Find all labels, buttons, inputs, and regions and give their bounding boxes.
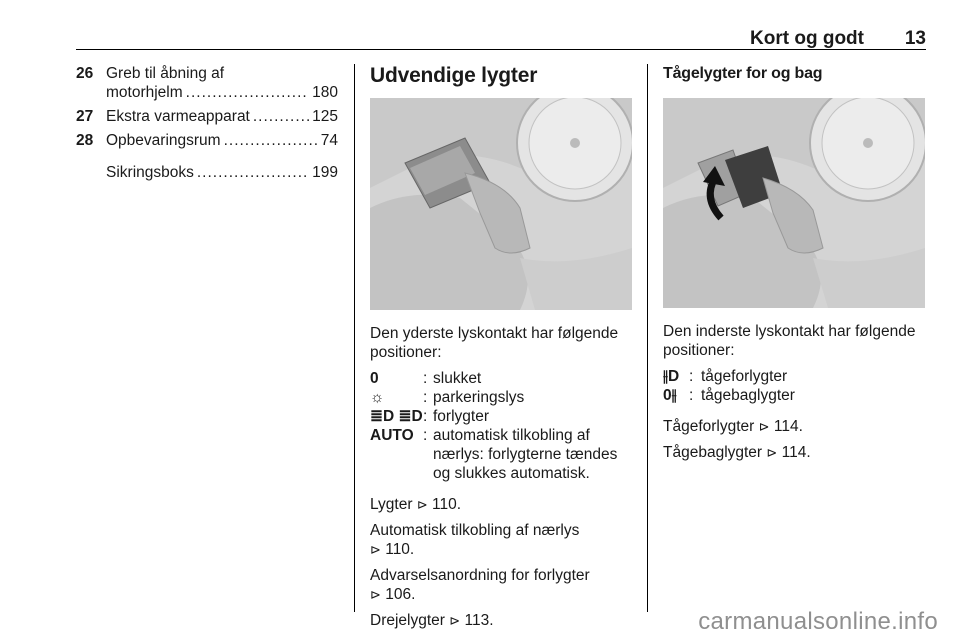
- exterior-lights-column: [370, 64, 632, 637]
- cross-reference[interactable]: Tågebaglygter ⊳ 114.: [663, 444, 811, 461]
- toc-item: [76, 107, 338, 126]
- toc-item: [76, 163, 338, 182]
- position-label: tågeforlygter: [701, 368, 788, 385]
- reference-arrow-icon: ⊳: [370, 587, 381, 602]
- cross-reference[interactable]: Drejelygter ⊳ 113.: [370, 612, 494, 629]
- colon: :: [423, 370, 428, 387]
- position-label: nærlys: forlygterne tændes: [433, 446, 618, 463]
- position-row: [370, 369, 632, 388]
- toc-column: [76, 64, 338, 187]
- reference-arrow-icon: ⊳: [416, 497, 428, 512]
- position-label: tågebaglygter: [701, 387, 795, 404]
- position-label: automatisk tilkobling af: [433, 427, 590, 444]
- colon: :: [423, 427, 428, 444]
- toc-label: motorhjelm: [106, 84, 183, 101]
- toc-page[interactable]: 74: [320, 132, 338, 149]
- intro-text: Den yderste lyskontakt har følgende positioner:: [370, 325, 619, 361]
- toc-label: Sikringsboks: [106, 164, 194, 181]
- headlight-icon: ≣D ≣D: [370, 408, 423, 425]
- page-title: Kort og godt: [750, 28, 864, 49]
- auto-symbol: AUTO: [370, 427, 414, 444]
- reference-arrow-icon: ⊳: [370, 542, 381, 557]
- page-header: [76, 28, 926, 50]
- fog-switch-illustration: [663, 98, 925, 308]
- intro-text: Den inderste lyskontakt har følgende positioner:: [663, 323, 916, 359]
- toc-number: 27: [76, 108, 94, 125]
- toc-page[interactable]: 125: [312, 108, 338, 125]
- cross-reference[interactable]: Advarselsanordning for forlygter ⊳ 106.: [370, 567, 590, 603]
- position-row: [370, 407, 632, 426]
- toc-item: [76, 131, 338, 150]
- fog-lights-column: [663, 64, 925, 469]
- toc-number: 26: [76, 65, 94, 82]
- position-row: [663, 386, 925, 405]
- column-divider: [354, 64, 355, 612]
- reference-arrow-icon: ⊳: [766, 445, 778, 460]
- position-label: parkeringslys: [433, 389, 525, 406]
- cross-reference[interactable]: Lygter ⊳ 110.: [370, 496, 462, 513]
- watermark: carmanualsonline.info: [698, 608, 938, 635]
- colon: :: [423, 408, 428, 425]
- toc-label: Greb til åbning af: [106, 65, 225, 82]
- light-switch-illustration: [370, 98, 632, 310]
- position-label: slukket: [433, 370, 482, 387]
- cross-reference[interactable]: Automatisk tilkobling af nærlys ⊳ 110.: [370, 522, 580, 558]
- colon: :: [689, 387, 694, 404]
- toc-page[interactable]: 180: [312, 84, 338, 101]
- toc-page[interactable]: 199: [312, 164, 338, 181]
- reference-arrow-icon: ⊳: [758, 419, 770, 434]
- rear-fog-light-icon: 0⫲: [663, 387, 677, 404]
- toc-item: [76, 64, 338, 102]
- position-row: [370, 388, 632, 407]
- parking-light-icon: ☼: [370, 389, 385, 406]
- reference-arrow-icon: ⊳: [449, 613, 461, 628]
- position-row: [370, 426, 632, 483]
- position-row: [663, 367, 925, 386]
- section-title: Udvendige lygter: [370, 64, 538, 87]
- colon: :: [423, 389, 428, 406]
- section-title: Tågelygter for og bag: [663, 65, 823, 82]
- toc-label: Opbevaringsrum: [106, 132, 221, 149]
- position-label: og slukkes automatisk.: [433, 465, 590, 482]
- position-label: forlygter: [433, 408, 489, 425]
- column-divider: [647, 64, 648, 612]
- cross-reference[interactable]: Tågeforlygter ⊳ 114.: [663, 418, 803, 435]
- page-number: 13: [904, 28, 926, 49]
- header-rule: [76, 49, 926, 50]
- front-fog-light-icon: ⫲D: [663, 368, 680, 385]
- toc-label: Ekstra varmeapparat: [106, 108, 250, 125]
- off-symbol: 0: [370, 370, 379, 387]
- toc-number: 28: [76, 132, 94, 149]
- colon: :: [689, 368, 694, 385]
